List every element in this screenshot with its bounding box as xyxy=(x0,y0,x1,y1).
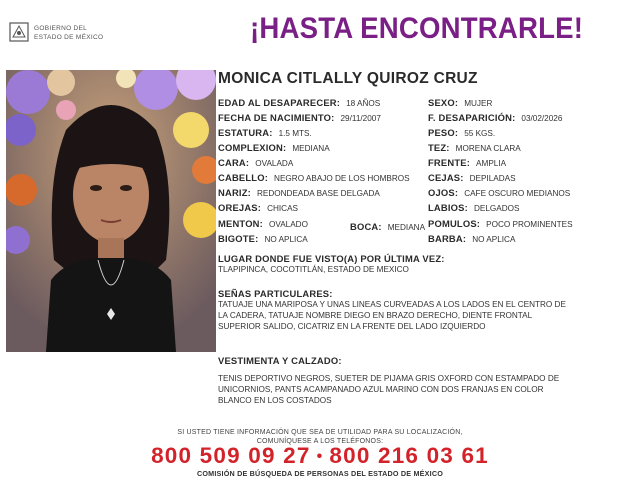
field-complexion xyxy=(428,142,521,153)
field-label: SEXO: xyxy=(428,97,459,108)
field-value: POCO PROMINENTES xyxy=(486,220,573,229)
field-value: NO APLICA xyxy=(472,235,516,244)
field-value: CHICAS xyxy=(267,204,299,213)
field-label: OJOS: xyxy=(428,187,459,198)
particulars-line: SUPERIOR SALIDO, CICATRIZ EN LA FRENTE DEL LADO IZQUIERDO xyxy=(218,322,486,331)
commission-footer: COMISIÓN DE BÚSQUEDA DE PERSONAS DEL ESTADO DE MÉXICO xyxy=(196,469,444,478)
field-label: BIGOTE: xyxy=(218,233,259,244)
clothing-line: TENIS DEPORTIVO NEGROS, SUETER DE PIJAMA GRIS OXFORD CON ESTAMPADO DE xyxy=(218,374,560,383)
field-value: 29/11/2007 xyxy=(340,114,381,123)
field-weight xyxy=(428,127,495,138)
field-label: CABELLO: xyxy=(218,172,269,183)
field-birthdate xyxy=(218,112,381,123)
logo-text-line2: ESTADO DE MÉXICO xyxy=(34,34,104,41)
contact-notice-line2: COMUNÍQUESE A LOS TELÉFONOS: xyxy=(256,438,384,445)
field-mustache xyxy=(218,233,308,244)
field-value: DEPILADAS xyxy=(469,174,516,183)
clothing-line: UNICORNIOS, PANTS ACAMPANADO AZUL MARINO CON DOS FRANJAS EN COLOR xyxy=(218,385,544,394)
particulars-label: SEÑAS PARTICULARES: xyxy=(218,288,333,299)
field-eyes xyxy=(428,187,570,198)
field-value: CAFE OSCURO MEDIANOS xyxy=(464,189,571,198)
field-label: CARA: xyxy=(218,157,250,168)
field-age xyxy=(218,97,380,108)
field-label: LABIOS: xyxy=(428,202,468,213)
field-label: CEJAS: xyxy=(428,172,464,183)
phone-number-1[interactable]: 800 509 09 27 xyxy=(151,443,311,468)
field-value: MORENA CLARA xyxy=(455,144,521,153)
field-cheekbones xyxy=(428,218,573,229)
field-label: COMPLEXION: xyxy=(218,142,287,153)
bullet-separator: • xyxy=(316,448,324,466)
field-face xyxy=(218,157,293,168)
field-height xyxy=(218,127,312,138)
field-value: MEDIANA xyxy=(387,223,426,232)
field-mouth xyxy=(350,221,425,232)
field-label: BOCA: xyxy=(350,221,382,232)
last-seen-label: LUGAR DONDE FUE VISTO(A) POR ÚLTIMA VEZ: xyxy=(218,253,445,264)
crest-icon xyxy=(8,20,30,44)
field-label: TEZ: xyxy=(428,142,450,153)
field-build xyxy=(218,142,330,153)
field-nose xyxy=(218,187,380,198)
field-lips xyxy=(428,202,519,213)
field-value: 55 KGS. xyxy=(464,129,496,138)
field-label: PESO: xyxy=(428,127,459,138)
government-logo xyxy=(8,20,118,46)
field-label: ESTATURA: xyxy=(218,127,273,138)
field-eyebrows xyxy=(428,172,516,183)
field-hair xyxy=(218,172,410,183)
field-value: MEDIANA xyxy=(292,144,330,153)
field-value: NO APLICA xyxy=(264,235,308,244)
clothing-line: BLANCO EN LOS COSTADOS xyxy=(218,396,332,405)
page-title: ¡HASTA ENCONTRARLE! xyxy=(250,12,584,45)
phone-number-2[interactable]: 800 216 03 61 xyxy=(329,443,489,468)
field-value: 1.5 MTS. xyxy=(278,129,312,138)
clothing-label: VESTIMENTA Y CALZADO: xyxy=(218,355,342,366)
missing-person-photo xyxy=(6,70,216,352)
last-seen-value: TLAPIPINCA, COCOTITLÁN, ESTADO DE MEXICO xyxy=(218,265,409,274)
field-label: FECHA DE NACIMIENTO: xyxy=(218,112,335,123)
field-value: 03/02/2026 xyxy=(521,114,563,123)
field-value: OVALADO xyxy=(268,220,308,229)
field-value: MUJER xyxy=(464,99,493,108)
field-value: OVALADA xyxy=(255,159,294,168)
field-label: FRENTE: xyxy=(428,157,471,168)
field-value: AMPLIA xyxy=(476,159,507,168)
field-label: F. DESAPARICIÓN: xyxy=(428,112,516,123)
field-value: 18 AÑOS xyxy=(346,99,381,108)
field-label: EDAD AL DESAPARECER: xyxy=(218,97,341,108)
field-label: BARBA: xyxy=(428,233,467,244)
portrait-image xyxy=(6,70,216,352)
logo-text-line1: GOBIERNO DEL xyxy=(34,25,88,32)
particulars-line: TATUAJE UNA MARIPOSA Y UNAS LINEAS CURVEADAS A LOS LADOS EN EL CENTRO DE xyxy=(218,300,566,309)
field-value: NEGRO ABAJO DE LOS HOMBROS xyxy=(274,174,410,183)
field-label: POMULOS: xyxy=(428,218,481,229)
particulars-line: LA CADERA, TATUAJE NOMBRE DIEGO EN BRAZO DERECHO, DIENTE FRONTAL xyxy=(218,311,533,320)
phone-numbers xyxy=(0,443,640,469)
field-label: MENTON: xyxy=(218,218,263,229)
contact-notice-line1: SI USTED TIENE INFORMACIÓN QUE SEA DE UTILIDAD PARA SU LOCALIZACIÓN, xyxy=(177,429,463,436)
field-label: NARIZ: xyxy=(218,187,251,198)
field-sex xyxy=(428,97,492,108)
field-forehead xyxy=(428,157,506,168)
field-label: OREJAS: xyxy=(218,202,262,213)
person-name: MONICA CITLALLY QUIROZ CRUZ xyxy=(218,70,478,87)
field-chin xyxy=(218,218,308,229)
field-disappearance-date xyxy=(428,112,562,123)
field-beard xyxy=(428,233,515,244)
field-value: DELGADOS xyxy=(473,204,520,213)
field-value: REDONDEADA BASE DELGADA xyxy=(256,189,380,198)
field-ears xyxy=(218,202,298,213)
